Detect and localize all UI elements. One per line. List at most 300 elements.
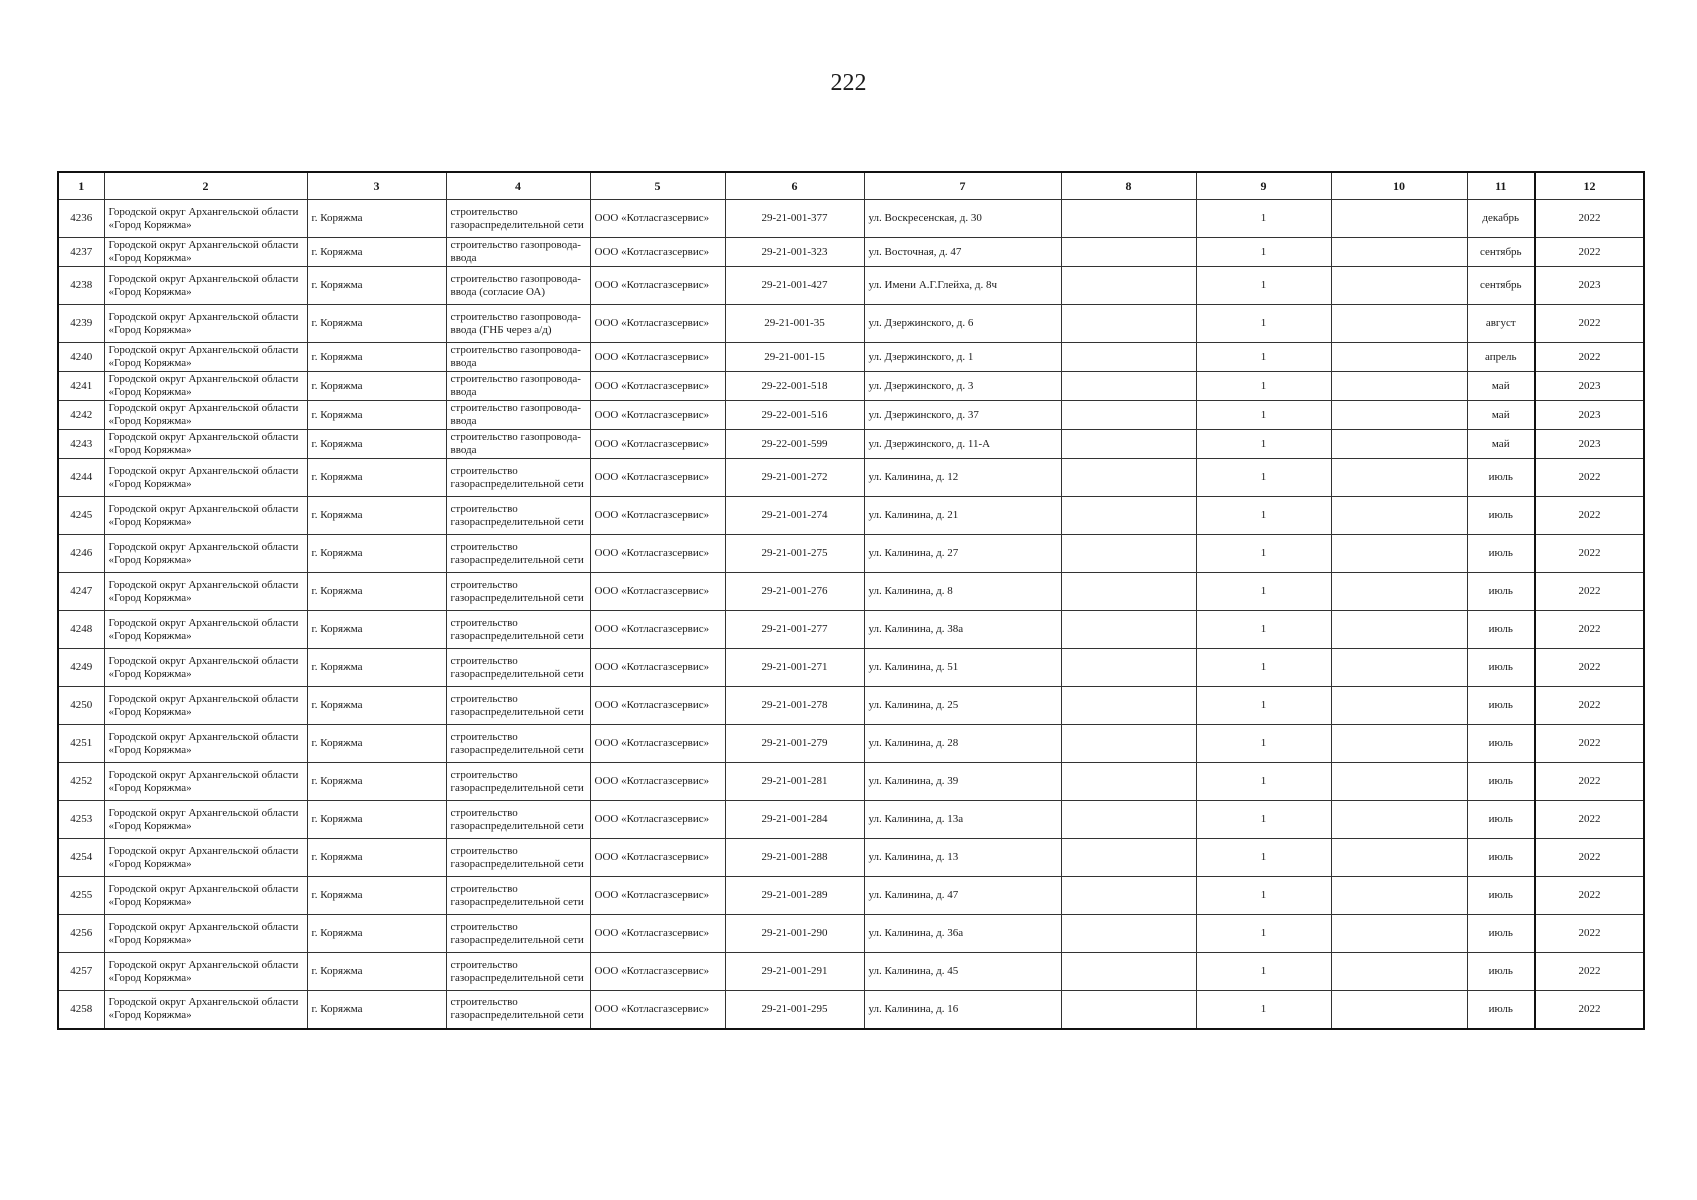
address-cell: ул. Калинина, д. 51 bbox=[864, 649, 1061, 687]
table-row bbox=[58, 687, 1644, 725]
column-8-cell bbox=[1061, 953, 1196, 991]
address-cell: ул. Дзержинского, д. 37 bbox=[864, 401, 1061, 430]
municipality-cell: Городской округ Архангельской области «Город Коряжма» bbox=[104, 573, 307, 611]
row-number: 4243 bbox=[58, 430, 104, 459]
municipality-cell: Городской округ Архангельской области «Город Коряжма» bbox=[104, 401, 307, 430]
object-code-cell: 29-21-001-274 bbox=[725, 497, 864, 535]
city-cell: г. Коряжма bbox=[307, 687, 446, 725]
table-row bbox=[58, 839, 1644, 877]
work-type-cell: строительство газопровода-ввода bbox=[446, 430, 590, 459]
year-cell: 2023 bbox=[1535, 430, 1644, 459]
row-number: 4255 bbox=[58, 877, 104, 915]
address-cell: ул. Калинина, д. 13 bbox=[864, 839, 1061, 877]
organization-cell: ООО «Котласгазсервис» bbox=[590, 839, 725, 877]
quantity-cell: 1 bbox=[1196, 372, 1331, 401]
object-code-cell: 29-21-001-289 bbox=[725, 877, 864, 915]
row-number: 4237 bbox=[58, 238, 104, 267]
work-type-cell: строительство газопровода-ввода bbox=[446, 238, 590, 267]
object-code-cell: 29-22-001-518 bbox=[725, 372, 864, 401]
work-type-cell: строительство газораспределительной сети bbox=[446, 763, 590, 801]
year-cell: 2022 bbox=[1535, 343, 1644, 372]
column-10-cell bbox=[1331, 573, 1467, 611]
municipality-cell: Городской округ Архангельской области «Город Коряжма» bbox=[104, 238, 307, 267]
year-cell: 2022 bbox=[1535, 649, 1644, 687]
column-8-cell bbox=[1061, 649, 1196, 687]
column-8-cell bbox=[1061, 459, 1196, 497]
table-row bbox=[58, 430, 1644, 459]
month-cell: май bbox=[1467, 401, 1535, 430]
address-cell: ул. Калинина, д. 39 bbox=[864, 763, 1061, 801]
organization-cell: ООО «Котласгазсервис» bbox=[590, 801, 725, 839]
table-row bbox=[58, 877, 1644, 915]
quantity-cell: 1 bbox=[1196, 611, 1331, 649]
column-10-cell bbox=[1331, 200, 1467, 238]
work-type-cell: строительство газораспределительной сети bbox=[446, 573, 590, 611]
city-cell: г. Коряжма bbox=[307, 611, 446, 649]
work-type-cell: строительство газораспределительной сети bbox=[446, 877, 590, 915]
year-cell: 2023 bbox=[1535, 267, 1644, 305]
row-number: 4253 bbox=[58, 801, 104, 839]
municipality-cell: Городской округ Архангельской области «Город Коряжма» bbox=[104, 877, 307, 915]
column-10-cell bbox=[1331, 687, 1467, 725]
table-row bbox=[58, 497, 1644, 535]
quantity-cell: 1 bbox=[1196, 915, 1331, 953]
organization-cell: ООО «Котласгазсервис» bbox=[590, 953, 725, 991]
year-cell: 2022 bbox=[1535, 238, 1644, 267]
work-type-cell: строительство газораспределительной сети bbox=[446, 915, 590, 953]
object-code-cell: 29-21-001-271 bbox=[725, 649, 864, 687]
object-code-cell: 29-21-001-288 bbox=[725, 839, 864, 877]
city-cell: г. Коряжма bbox=[307, 573, 446, 611]
column-header-1: 1 bbox=[58, 172, 104, 200]
column-header-3: 3 bbox=[307, 172, 446, 200]
city-cell: г. Коряжма bbox=[307, 459, 446, 497]
year-cell: 2022 bbox=[1535, 915, 1644, 953]
column-8-cell bbox=[1061, 573, 1196, 611]
table-row bbox=[58, 343, 1644, 372]
table-row bbox=[58, 267, 1644, 305]
organization-cell: ООО «Котласгазсервис» bbox=[590, 401, 725, 430]
table-body bbox=[58, 200, 1644, 1029]
city-cell: г. Коряжма bbox=[307, 877, 446, 915]
table-row bbox=[58, 649, 1644, 687]
table-row bbox=[58, 611, 1644, 649]
month-cell: июль bbox=[1467, 801, 1535, 839]
column-8-cell bbox=[1061, 877, 1196, 915]
municipality-cell: Городской округ Архангельской области «Город Коряжма» bbox=[104, 991, 307, 1029]
municipality-cell: Городской округ Архангельской области «Город Коряжма» bbox=[104, 953, 307, 991]
work-type-cell: строительство газопровода-ввода (согласие ОА) bbox=[446, 267, 590, 305]
address-cell: ул. Калинина, д. 25 bbox=[864, 687, 1061, 725]
city-cell: г. Коряжма bbox=[307, 535, 446, 573]
month-cell: июль bbox=[1467, 611, 1535, 649]
month-cell: сентябрь bbox=[1467, 267, 1535, 305]
quantity-cell: 1 bbox=[1196, 573, 1331, 611]
year-cell: 2022 bbox=[1535, 687, 1644, 725]
column-8-cell bbox=[1061, 343, 1196, 372]
month-cell: май bbox=[1467, 430, 1535, 459]
month-cell: июль bbox=[1467, 763, 1535, 801]
object-code-cell: 29-21-001-35 bbox=[725, 305, 864, 343]
quantity-cell: 1 bbox=[1196, 200, 1331, 238]
address-cell: ул. Калинина, д. 45 bbox=[864, 953, 1061, 991]
column-8-cell bbox=[1061, 430, 1196, 459]
municipality-cell: Городской округ Архангельской области «Город Коряжма» bbox=[104, 200, 307, 238]
year-cell: 2022 bbox=[1535, 459, 1644, 497]
column-8-cell bbox=[1061, 915, 1196, 953]
year-cell: 2022 bbox=[1535, 801, 1644, 839]
city-cell: г. Коряжма bbox=[307, 649, 446, 687]
year-cell: 2022 bbox=[1535, 725, 1644, 763]
object-code-cell: 29-21-001-291 bbox=[725, 953, 864, 991]
column-8-cell bbox=[1061, 763, 1196, 801]
municipality-cell: Городской округ Архангельской области «Город Коряжма» bbox=[104, 687, 307, 725]
organization-cell: ООО «Котласгазсервис» bbox=[590, 200, 725, 238]
quantity-cell: 1 bbox=[1196, 401, 1331, 430]
work-type-cell: строительство газопровода-ввода bbox=[446, 343, 590, 372]
column-10-cell bbox=[1331, 649, 1467, 687]
address-cell: ул. Дзержинского, д. 3 bbox=[864, 372, 1061, 401]
organization-cell: ООО «Котласгазсервис» bbox=[590, 687, 725, 725]
quantity-cell: 1 bbox=[1196, 459, 1331, 497]
object-code-cell: 29-21-001-281 bbox=[725, 763, 864, 801]
address-cell: ул. Калинина, д. 13а bbox=[864, 801, 1061, 839]
work-type-cell: строительство газораспределительной сети bbox=[446, 611, 590, 649]
month-cell: июль bbox=[1467, 725, 1535, 763]
column-10-cell bbox=[1331, 953, 1467, 991]
column-10-cell bbox=[1331, 267, 1467, 305]
month-cell: июль bbox=[1467, 649, 1535, 687]
organization-cell: ООО «Котласгазсервис» bbox=[590, 372, 725, 401]
work-type-cell: строительство газораспределительной сети bbox=[446, 649, 590, 687]
column-8-cell bbox=[1061, 200, 1196, 238]
quantity-cell: 1 bbox=[1196, 535, 1331, 573]
column-8-cell bbox=[1061, 839, 1196, 877]
city-cell: г. Коряжма bbox=[307, 305, 446, 343]
column-8-cell bbox=[1061, 305, 1196, 343]
column-10-cell bbox=[1331, 763, 1467, 801]
row-number: 4251 bbox=[58, 725, 104, 763]
object-code-cell: 29-21-001-323 bbox=[725, 238, 864, 267]
quantity-cell: 1 bbox=[1196, 238, 1331, 267]
city-cell: г. Коряжма bbox=[307, 763, 446, 801]
column-10-cell bbox=[1331, 725, 1467, 763]
year-cell: 2022 bbox=[1535, 573, 1644, 611]
column-header-8: 8 bbox=[1061, 172, 1196, 200]
row-number: 4252 bbox=[58, 763, 104, 801]
row-number: 4247 bbox=[58, 573, 104, 611]
month-cell: июль bbox=[1467, 915, 1535, 953]
municipality-cell: Городской округ Архангельской области «Город Коряжма» bbox=[104, 267, 307, 305]
object-code-cell: 29-21-001-278 bbox=[725, 687, 864, 725]
column-header-7: 7 bbox=[864, 172, 1061, 200]
row-number: 4254 bbox=[58, 839, 104, 877]
year-cell: 2023 bbox=[1535, 401, 1644, 430]
address-cell: ул. Калинина, д. 21 bbox=[864, 497, 1061, 535]
row-number: 4248 bbox=[58, 611, 104, 649]
year-cell: 2022 bbox=[1535, 497, 1644, 535]
month-cell: июль bbox=[1467, 839, 1535, 877]
year-cell: 2022 bbox=[1535, 877, 1644, 915]
column-header-12: 12 bbox=[1535, 172, 1644, 200]
address-cell: ул. Калинина, д. 12 bbox=[864, 459, 1061, 497]
object-code-cell: 29-21-001-279 bbox=[725, 725, 864, 763]
column-header-6: 6 bbox=[725, 172, 864, 200]
quantity-cell: 1 bbox=[1196, 801, 1331, 839]
year-cell: 2022 bbox=[1535, 763, 1644, 801]
city-cell: г. Коряжма bbox=[307, 238, 446, 267]
work-type-cell: строительство газопровода-ввода bbox=[446, 372, 590, 401]
quantity-cell: 1 bbox=[1196, 343, 1331, 372]
column-10-cell bbox=[1331, 991, 1467, 1029]
row-number: 4240 bbox=[58, 343, 104, 372]
address-cell: ул. Калинина, д. 8 bbox=[864, 573, 1061, 611]
column-8-cell bbox=[1061, 497, 1196, 535]
city-cell: г. Коряжма bbox=[307, 801, 446, 839]
quantity-cell: 1 bbox=[1196, 763, 1331, 801]
year-cell: 2022 bbox=[1535, 535, 1644, 573]
quantity-cell: 1 bbox=[1196, 953, 1331, 991]
city-cell: г. Коряжма bbox=[307, 401, 446, 430]
column-header-11: 11 bbox=[1467, 172, 1535, 200]
city-cell: г. Коряжма bbox=[307, 725, 446, 763]
city-cell: г. Коряжма bbox=[307, 839, 446, 877]
row-number: 4257 bbox=[58, 953, 104, 991]
organization-cell: ООО «Котласгазсервис» bbox=[590, 991, 725, 1029]
column-10-cell bbox=[1331, 497, 1467, 535]
organization-cell: ООО «Котласгазсервис» bbox=[590, 725, 725, 763]
quantity-cell: 1 bbox=[1196, 991, 1331, 1029]
column-header-2: 2 bbox=[104, 172, 307, 200]
table-row bbox=[58, 573, 1644, 611]
organization-cell: ООО «Котласгазсервис» bbox=[590, 763, 725, 801]
month-cell: апрель bbox=[1467, 343, 1535, 372]
column-10-cell bbox=[1331, 238, 1467, 267]
object-code-cell: 29-21-001-277 bbox=[725, 611, 864, 649]
column-8-cell bbox=[1061, 801, 1196, 839]
organization-cell: ООО «Котласгазсервис» bbox=[590, 497, 725, 535]
row-number: 4256 bbox=[58, 915, 104, 953]
municipality-cell: Городской округ Архангельской области «Город Коряжма» bbox=[104, 430, 307, 459]
year-cell: 2022 bbox=[1535, 839, 1644, 877]
month-cell: июль bbox=[1467, 573, 1535, 611]
city-cell: г. Коряжма bbox=[307, 991, 446, 1029]
row-number: 4246 bbox=[58, 535, 104, 573]
column-10-cell bbox=[1331, 430, 1467, 459]
municipality-cell: Городской округ Архангельской области «Город Коряжма» bbox=[104, 372, 307, 401]
column-header-10: 10 bbox=[1331, 172, 1467, 200]
organization-cell: ООО «Котласгазсервис» bbox=[590, 459, 725, 497]
table-row bbox=[58, 401, 1644, 430]
work-type-cell: строительство газораспределительной сети bbox=[446, 200, 590, 238]
quantity-cell: 1 bbox=[1196, 649, 1331, 687]
work-type-cell: строительство газораспределительной сети bbox=[446, 725, 590, 763]
work-type-cell: строительство газораспределительной сети bbox=[446, 459, 590, 497]
column-8-cell bbox=[1061, 725, 1196, 763]
row-number: 4242 bbox=[58, 401, 104, 430]
municipality-cell: Городской округ Архангельской области «Город Коряжма» bbox=[104, 801, 307, 839]
row-number: 4241 bbox=[58, 372, 104, 401]
municipality-cell: Городской округ Архангельской области «Город Коряжма» bbox=[104, 763, 307, 801]
column-10-cell bbox=[1331, 305, 1467, 343]
address-cell: ул. Калинина, д. 27 bbox=[864, 535, 1061, 573]
city-cell: г. Коряжма bbox=[307, 497, 446, 535]
address-cell: ул. Калинина, д. 28 bbox=[864, 725, 1061, 763]
column-10-cell bbox=[1331, 801, 1467, 839]
object-code-cell: 29-22-001-599 bbox=[725, 430, 864, 459]
municipality-cell: Городской округ Архангельской области «Город Коряжма» bbox=[104, 649, 307, 687]
row-number: 4245 bbox=[58, 497, 104, 535]
address-cell: ул. Имени А.Г.Глейха, д. 8ч bbox=[864, 267, 1061, 305]
column-header-9: 9 bbox=[1196, 172, 1331, 200]
municipality-cell: Городской округ Архангельской области «Город Коряжма» bbox=[104, 535, 307, 573]
row-number: 4250 bbox=[58, 687, 104, 725]
address-cell: ул. Калинина, д. 36а bbox=[864, 915, 1061, 953]
year-cell: 2022 bbox=[1535, 305, 1644, 343]
quantity-cell: 1 bbox=[1196, 725, 1331, 763]
year-cell: 2022 bbox=[1535, 200, 1644, 238]
table-row bbox=[58, 459, 1644, 497]
table-row bbox=[58, 801, 1644, 839]
quantity-cell: 1 bbox=[1196, 430, 1331, 459]
column-10-cell bbox=[1331, 611, 1467, 649]
month-cell: июль bbox=[1467, 535, 1535, 573]
address-cell: ул. Восточная, д. 47 bbox=[864, 238, 1061, 267]
page-number: 222 bbox=[830, 70, 867, 96]
column-10-cell bbox=[1331, 401, 1467, 430]
header-row bbox=[58, 172, 1644, 200]
address-cell: ул. Дзержинского, д. 11-А bbox=[864, 430, 1061, 459]
table-row bbox=[58, 991, 1644, 1029]
year-cell: 2023 bbox=[1535, 372, 1644, 401]
table-row bbox=[58, 915, 1644, 953]
quantity-cell: 1 bbox=[1196, 305, 1331, 343]
quantity-cell: 1 bbox=[1196, 877, 1331, 915]
city-cell: г. Коряжма bbox=[307, 267, 446, 305]
city-cell: г. Коряжма bbox=[307, 200, 446, 238]
month-cell: июль bbox=[1467, 953, 1535, 991]
column-header-5: 5 bbox=[590, 172, 725, 200]
work-type-cell: строительство газораспределительной сети bbox=[446, 953, 590, 991]
row-number: 4238 bbox=[58, 267, 104, 305]
city-cell: г. Коряжма bbox=[307, 953, 446, 991]
work-type-cell: строительство газораспределительной сети bbox=[446, 497, 590, 535]
column-10-cell bbox=[1331, 535, 1467, 573]
column-8-cell bbox=[1061, 611, 1196, 649]
organization-cell: ООО «Котласгазсервис» bbox=[590, 611, 725, 649]
column-8-cell bbox=[1061, 991, 1196, 1029]
month-cell: июль bbox=[1467, 459, 1535, 497]
city-cell: г. Коряжма bbox=[307, 430, 446, 459]
object-code-cell: 29-21-001-15 bbox=[725, 343, 864, 372]
table-row bbox=[58, 238, 1644, 267]
column-10-cell bbox=[1331, 343, 1467, 372]
table-row bbox=[58, 305, 1644, 343]
quantity-cell: 1 bbox=[1196, 687, 1331, 725]
city-cell: г. Коряжма bbox=[307, 343, 446, 372]
work-type-cell: строительство газопровода-ввода bbox=[446, 401, 590, 430]
column-8-cell bbox=[1061, 372, 1196, 401]
city-cell: г. Коряжма bbox=[307, 915, 446, 953]
municipality-cell: Городской округ Архангельской области «Город Коряжма» bbox=[104, 305, 307, 343]
row-number: 4249 bbox=[58, 649, 104, 687]
quantity-cell: 1 bbox=[1196, 267, 1331, 305]
object-code-cell: 29-22-001-516 bbox=[725, 401, 864, 430]
work-type-cell: строительство газораспределительной сети bbox=[446, 535, 590, 573]
month-cell: август bbox=[1467, 305, 1535, 343]
column-10-cell bbox=[1331, 877, 1467, 915]
object-code-cell: 29-21-001-427 bbox=[725, 267, 864, 305]
object-code-cell: 29-21-001-276 bbox=[725, 573, 864, 611]
column-10-cell bbox=[1331, 839, 1467, 877]
organization-cell: ООО «Котласгазсервис» bbox=[590, 573, 725, 611]
municipality-cell: Городской округ Архангельской области «Город Коряжма» bbox=[104, 459, 307, 497]
table-row bbox=[58, 763, 1644, 801]
column-8-cell bbox=[1061, 687, 1196, 725]
organization-cell: ООО «Котласгазсервис» bbox=[590, 238, 725, 267]
year-cell: 2022 bbox=[1535, 953, 1644, 991]
table-row bbox=[58, 535, 1644, 573]
register-table bbox=[57, 171, 1645, 1030]
month-cell: декабрь bbox=[1467, 200, 1535, 238]
table-row bbox=[58, 953, 1644, 991]
column-10-cell bbox=[1331, 459, 1467, 497]
organization-cell: ООО «Котласгазсервис» bbox=[590, 877, 725, 915]
quantity-cell: 1 bbox=[1196, 839, 1331, 877]
organization-cell: ООО «Котласгазсервис» bbox=[590, 430, 725, 459]
organization-cell: ООО «Котласгазсервис» bbox=[590, 535, 725, 573]
city-cell: г. Коряжма bbox=[307, 372, 446, 401]
work-type-cell: строительство газораспределительной сети bbox=[446, 991, 590, 1029]
municipality-cell: Городской округ Архангельской области «Город Коряжма» bbox=[104, 611, 307, 649]
table-row bbox=[58, 372, 1644, 401]
column-8-cell bbox=[1061, 238, 1196, 267]
address-cell: ул. Воскресенская, д. 30 bbox=[864, 200, 1061, 238]
work-type-cell: строительство газораспределительной сети bbox=[446, 839, 590, 877]
address-cell: ул. Дзержинского, д. 6 bbox=[864, 305, 1061, 343]
row-number: 4244 bbox=[58, 459, 104, 497]
address-cell: ул. Калинина, д. 16 bbox=[864, 991, 1061, 1029]
object-code-cell: 29-21-001-290 bbox=[725, 915, 864, 953]
work-type-cell: строительство газораспределительной сети bbox=[446, 801, 590, 839]
object-code-cell: 29-21-001-295 bbox=[725, 991, 864, 1029]
month-cell: июль bbox=[1467, 687, 1535, 725]
object-code-cell: 29-21-001-275 bbox=[725, 535, 864, 573]
municipality-cell: Городской округ Архангельской области «Город Коряжма» bbox=[104, 915, 307, 953]
quantity-cell: 1 bbox=[1196, 497, 1331, 535]
column-10-cell bbox=[1331, 372, 1467, 401]
row-number: 4258 bbox=[58, 991, 104, 1029]
year-cell: 2022 bbox=[1535, 991, 1644, 1029]
year-cell: 2022 bbox=[1535, 611, 1644, 649]
organization-cell: ООО «Котласгазсервис» bbox=[590, 343, 725, 372]
municipality-cell: Городской округ Архангельской области «Город Коряжма» bbox=[104, 839, 307, 877]
month-cell: июль bbox=[1467, 877, 1535, 915]
organization-cell: ООО «Котласгазсервис» bbox=[590, 649, 725, 687]
column-10-cell bbox=[1331, 915, 1467, 953]
column-8-cell bbox=[1061, 267, 1196, 305]
address-cell: ул. Калинина, д. 47 bbox=[864, 877, 1061, 915]
organization-cell: ООО «Котласгазсервис» bbox=[590, 915, 725, 953]
address-cell: ул. Дзержинского, д. 1 bbox=[864, 343, 1061, 372]
object-code-cell: 29-21-001-284 bbox=[725, 801, 864, 839]
municipality-cell: Городской округ Архангельской области «Город Коряжма» bbox=[104, 725, 307, 763]
object-code-cell: 29-21-001-272 bbox=[725, 459, 864, 497]
work-type-cell: строительство газораспределительной сети bbox=[446, 687, 590, 725]
municipality-cell: Городской округ Архангельской области «Город Коряжма» bbox=[104, 343, 307, 372]
object-code-cell: 29-21-001-377 bbox=[725, 200, 864, 238]
organization-cell: ООО «Котласгазсервис» bbox=[590, 267, 725, 305]
